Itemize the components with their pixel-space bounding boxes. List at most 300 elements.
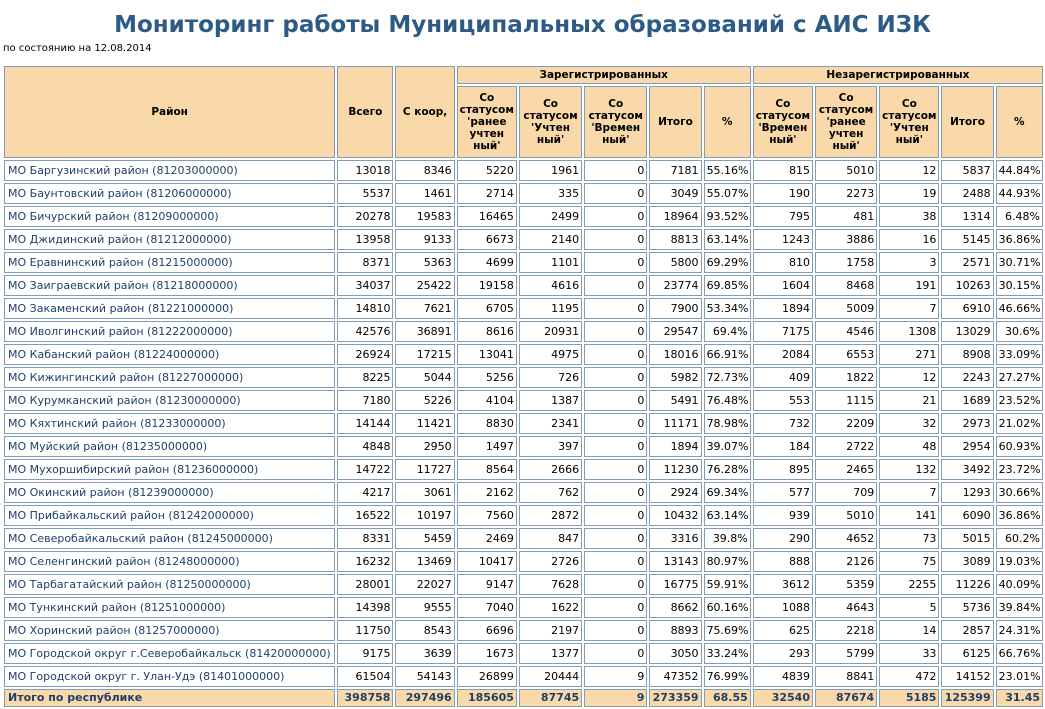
table-cell: 23.52% (996, 390, 1043, 411)
table-cell: 0 (584, 620, 647, 641)
table-cell: 10197 (395, 505, 454, 526)
table-cell: 13041 (457, 344, 517, 365)
table-cell: 75 (879, 551, 939, 572)
table-cell: 2950 (395, 436, 454, 457)
table-cell: 5145 (941, 229, 993, 250)
header-reg-total[interactable]: Итого (649, 86, 701, 158)
table-cell: 8331 (337, 528, 393, 549)
district-link[interactable]: МО Кижингинский район (81227000000) (4, 367, 335, 388)
table-cell: 1308 (879, 321, 939, 342)
table-row (4, 206, 1043, 227)
table-cell: 7181 (649, 160, 701, 181)
table-cell: 3492 (941, 459, 993, 480)
table-cell: 2973 (941, 413, 993, 434)
table-cell: 48 (879, 436, 939, 457)
table-cell: 577 (753, 482, 813, 503)
table-cell: 1622 (519, 597, 582, 618)
page-title: Мониторинг работы Муниципальных образований с АИС ИЗК (114, 12, 931, 38)
table-cell: 5982 (649, 367, 701, 388)
table-cell: 55.16% (704, 160, 751, 181)
table-cell: 1461 (395, 183, 454, 204)
table-cell: 888 (753, 551, 813, 572)
table-cell: 36891 (395, 321, 454, 342)
table-cell: 3050 (649, 643, 701, 664)
table-cell: 732 (753, 413, 813, 434)
table-row (4, 666, 1043, 687)
total-cell: 31.45 (996, 689, 1043, 707)
table-cell: 61504 (337, 666, 393, 687)
table-cell: 27.27% (996, 367, 1043, 388)
table-cell: 18964 (649, 206, 701, 227)
table-cell: 5 (879, 597, 939, 618)
district-link[interactable]: МО Прибайкальский район (81242000000) (4, 505, 335, 526)
table-cell: 25422 (395, 275, 454, 296)
table-cell: 4699 (457, 252, 517, 273)
table-cell: 14152 (941, 666, 993, 687)
table-cell: 5537 (337, 183, 393, 204)
table-cell: 14398 (337, 597, 393, 618)
table-cell: 60.93% (996, 436, 1043, 457)
table-cell: 26924 (337, 344, 393, 365)
table-cell: 21 (879, 390, 939, 411)
header-unregistered-group: Незарегистрированных (753, 66, 1043, 84)
table-cell: 1961 (519, 160, 582, 181)
table-cell: 481 (815, 206, 877, 227)
table-cell: 7 (879, 298, 939, 319)
table-row (4, 620, 1043, 641)
table-cell: 5226 (395, 390, 454, 411)
table-cell: 17215 (395, 344, 454, 365)
table-cell: 69.29% (704, 252, 751, 273)
table-cell: 10263 (941, 275, 993, 296)
table-cell: 5044 (395, 367, 454, 388)
table-cell: 11226 (941, 574, 993, 595)
table-row (4, 413, 1043, 434)
table-cell: 2857 (941, 620, 993, 641)
table-cell: 184 (753, 436, 813, 457)
table-cell: 2218 (815, 620, 877, 641)
district-link[interactable]: МО Заиграевский район (81218000000) (4, 275, 335, 296)
table-cell: 30.71% (996, 252, 1043, 273)
table-cell: 7628 (519, 574, 582, 595)
table-cell: 709 (815, 482, 877, 503)
table-cell: 847 (519, 528, 582, 549)
header-reg-percent[interactable]: % (704, 86, 751, 158)
table-cell: 8908 (941, 344, 993, 365)
table-cell: 42576 (337, 321, 393, 342)
district-link[interactable]: МО Еравнинский район (81215000000) (4, 252, 335, 273)
table-cell: 7180 (337, 390, 393, 411)
table-cell: 0 (584, 528, 647, 549)
total-cell: 87674 (815, 689, 877, 707)
table-row (4, 229, 1043, 250)
table-cell: 0 (584, 574, 647, 595)
table-cell: 12 (879, 160, 939, 181)
table-cell: 75.69% (704, 620, 751, 641)
table-cell: 2162 (457, 482, 517, 503)
table-cell: 30.15% (996, 275, 1043, 296)
table-cell: 132 (879, 459, 939, 480)
table-cell: 0 (584, 482, 647, 503)
header-unreg-percent[interactable]: % (996, 86, 1043, 158)
table-cell: 0 (584, 252, 647, 273)
table-cell: 3612 (753, 574, 813, 595)
total-cell: 32540 (753, 689, 813, 707)
table-cell: 11750 (337, 620, 393, 641)
header-unreg-temporary[interactable]: Со статусом 'Времен ный' (753, 86, 813, 158)
table-cell: 7621 (395, 298, 454, 319)
table-cell: 2126 (815, 551, 877, 572)
table-cell: 11171 (649, 413, 701, 434)
table-cell: 0 (584, 229, 647, 250)
table-cell: 0 (584, 413, 647, 434)
table-cell: 59.91% (704, 574, 751, 595)
district-link[interactable]: МО Тункинский район (81251000000) (4, 597, 335, 618)
table-cell: 39.07% (704, 436, 751, 457)
table-row (4, 298, 1043, 319)
table-cell: 13018 (337, 160, 393, 181)
table-cell: 4975 (519, 344, 582, 365)
table-cell: 1604 (753, 275, 813, 296)
table-cell: 2726 (519, 551, 582, 572)
district-link[interactable]: МО Джидинский район (81212000000) (4, 229, 335, 250)
table-cell: 3061 (395, 482, 454, 503)
table-cell: 2140 (519, 229, 582, 250)
table-cell: 1758 (815, 252, 877, 273)
table-cell: 9147 (457, 574, 517, 595)
table-cell: 36.86% (996, 229, 1043, 250)
table-cell: 13029 (941, 321, 993, 342)
table-cell: 2666 (519, 459, 582, 480)
table-cell: 3049 (649, 183, 701, 204)
table-cell: 1115 (815, 390, 877, 411)
table-cell: 8371 (337, 252, 393, 273)
table-cell: 5837 (941, 160, 993, 181)
table-cell: 0 (584, 206, 647, 227)
table-cell: 5799 (815, 643, 877, 664)
district-link[interactable]: МО Бичурский район (81209000000) (4, 206, 335, 227)
table-cell: 22027 (395, 574, 454, 595)
header-unreg-recorded[interactable]: Со статусом 'Учтен ный' (879, 86, 939, 158)
table-cell: 7040 (457, 597, 517, 618)
table-cell: 4839 (753, 666, 813, 687)
table-cell: 19583 (395, 206, 454, 227)
table-cell: 44.84% (996, 160, 1043, 181)
table-cell: 14144 (337, 413, 393, 434)
table-cell: 0 (584, 390, 647, 411)
district-link[interactable]: МО Селенгинский район (81248000000) (4, 551, 335, 572)
table-cell: 3639 (395, 643, 454, 664)
table-cell: 939 (753, 505, 813, 526)
district-link[interactable]: МО Иволгинский район (81222000000) (4, 321, 335, 342)
table-cell: 5491 (649, 390, 701, 411)
table-cell: 4104 (457, 390, 517, 411)
district-link[interactable]: МО Хоринский район (81257000000) (4, 620, 335, 641)
table-cell: 625 (753, 620, 813, 641)
district-link[interactable]: МО Окинский район (81239000000) (4, 482, 335, 503)
total-row (4, 689, 1043, 707)
table-cell: 19.03% (996, 551, 1043, 572)
table-cell: 13469 (395, 551, 454, 572)
header-district[interactable]: Район (4, 66, 335, 158)
table-cell: 8225 (337, 367, 393, 388)
table-cell: 23.01% (996, 666, 1043, 687)
table-cell: 3 (879, 252, 939, 273)
table-cell: 7560 (457, 505, 517, 526)
table-cell: 6910 (941, 298, 993, 319)
table-cell: 5009 (815, 298, 877, 319)
district-link[interactable]: МО Закаменский район (81221000000) (4, 298, 335, 319)
header-reg-temporary[interactable]: Со статусом 'Времен ный' (584, 86, 647, 158)
table-cell: 16775 (649, 574, 701, 595)
table-cell: 29547 (649, 321, 701, 342)
table-cell: 7175 (753, 321, 813, 342)
table-cell: 9 (584, 666, 647, 687)
table-cell: 55.07% (704, 183, 751, 204)
table-cell: 795 (753, 206, 813, 227)
table-cell: 38 (879, 206, 939, 227)
total-cell: 398758 (337, 689, 393, 707)
table-cell: 5363 (395, 252, 454, 273)
table-cell: 72.73% (704, 367, 751, 388)
table-cell: 7900 (649, 298, 701, 319)
table-cell: 5010 (815, 505, 877, 526)
table-cell: 5800 (649, 252, 701, 273)
table-cell: 14722 (337, 459, 393, 480)
table-cell: 33 (879, 643, 939, 664)
table-cell: 0 (584, 459, 647, 480)
table-cell: 6705 (457, 298, 517, 319)
district-link[interactable]: МО Тарбагатайский район (81250000000) (4, 574, 335, 595)
table-cell: 191 (879, 275, 939, 296)
district-link[interactable]: МО Городской округ г. Улан-Удэ (81401000000) (4, 666, 335, 687)
table-cell: 18016 (649, 344, 701, 365)
table-cell: 8893 (649, 620, 701, 641)
table-cell: 0 (584, 160, 647, 181)
table-cell: 271 (879, 344, 939, 365)
table-cell: 2255 (879, 574, 939, 595)
table-cell: 0 (584, 597, 647, 618)
table-cell: 2084 (753, 344, 813, 365)
table-row (4, 183, 1043, 204)
table-cell: 2341 (519, 413, 582, 434)
table-cell: 409 (753, 367, 813, 388)
table-cell: 69.4% (704, 321, 751, 342)
table-cell: 9175 (337, 643, 393, 664)
table-cell: 69.85% (704, 275, 751, 296)
district-link[interactable]: МО Муйский район (81235000000) (4, 436, 335, 457)
table-cell: 1822 (815, 367, 877, 388)
table-cell: 11727 (395, 459, 454, 480)
table-cell: 60.16% (704, 597, 751, 618)
table-row (4, 436, 1043, 457)
table-cell: 810 (753, 252, 813, 273)
table-cell: 14810 (337, 298, 393, 319)
total-cell: 297496 (395, 689, 454, 707)
table-cell: 2197 (519, 620, 582, 641)
table-cell: 335 (519, 183, 582, 204)
table-cell: 39.84% (996, 597, 1043, 618)
table-row (4, 275, 1043, 296)
table-cell: 0 (584, 551, 647, 572)
table-cell: 32 (879, 413, 939, 434)
table-cell: 762 (519, 482, 582, 503)
table-cell: 3886 (815, 229, 877, 250)
total-cell: 68.55 (704, 689, 751, 707)
table-cell: 472 (879, 666, 939, 687)
table-row (4, 597, 1043, 618)
table-cell: 0 (584, 367, 647, 388)
district-link[interactable]: МО Баргузинский район (81203000000) (4, 160, 335, 181)
table-cell: 6.48% (996, 206, 1043, 227)
table-cell: 34037 (337, 275, 393, 296)
table-cell: 5220 (457, 160, 517, 181)
table-cell: 8468 (815, 275, 877, 296)
table-cell: 8543 (395, 620, 454, 641)
table-cell: 16522 (337, 505, 393, 526)
table-cell: 1243 (753, 229, 813, 250)
table-cell: 73 (879, 528, 939, 549)
district-link[interactable]: МО Курумканский район (81230000000) (4, 390, 335, 411)
table-row (4, 574, 1043, 595)
table-cell: 6696 (457, 620, 517, 641)
table-cell: 44.93% (996, 183, 1043, 204)
table-cell: 6125 (941, 643, 993, 664)
table-cell: 0 (584, 298, 647, 319)
total-cell: 273359 (649, 689, 701, 707)
table-cell: 2872 (519, 505, 582, 526)
table-cell: 78.98% (704, 413, 751, 434)
table-cell: 23774 (649, 275, 701, 296)
table-cell: 24.31% (996, 620, 1043, 641)
table-cell: 39.8% (704, 528, 751, 549)
table-cell: 47352 (649, 666, 701, 687)
total-cell: 9 (584, 689, 647, 707)
table-cell: 1497 (457, 436, 517, 457)
table-cell: 66.91% (704, 344, 751, 365)
table-cell: 1195 (519, 298, 582, 319)
header-unreg-previously-recorded[interactable]: Со статусом 'ранее учтен ный' (815, 86, 877, 158)
table-cell: 13958 (337, 229, 393, 250)
table-cell: 19 (879, 183, 939, 204)
table-cell: 9133 (395, 229, 454, 250)
table-cell: 4217 (337, 482, 393, 503)
table-cell: 8564 (457, 459, 517, 480)
table-body (4, 160, 1043, 687)
table-cell: 0 (584, 436, 647, 457)
district-link[interactable]: МО Мухоршибирский район (81236000000) (4, 459, 335, 480)
table-cell: 16 (879, 229, 939, 250)
table-cell: 6553 (815, 344, 877, 365)
table-cell: 36.86% (996, 505, 1043, 526)
total-cell: 125399 (941, 689, 993, 707)
table-cell: 20444 (519, 666, 582, 687)
table-cell: 4546 (815, 321, 877, 342)
table-cell: 1689 (941, 390, 993, 411)
table-cell: 30.66% (996, 482, 1043, 503)
table-cell: 2499 (519, 206, 582, 227)
district-link[interactable]: МО Северобайкальский район (81245000000) (4, 528, 335, 549)
table-cell: 8830 (457, 413, 517, 434)
table-cell: 0 (584, 643, 647, 664)
header-unreg-total[interactable]: Итого (941, 86, 993, 158)
table-cell: 1314 (941, 206, 993, 227)
table-cell: 69.34% (704, 482, 751, 503)
table-cell: 141 (879, 505, 939, 526)
table-cell: 53.34% (704, 298, 751, 319)
district-link[interactable]: МО Баунтовский район (81206000000) (4, 183, 335, 204)
table-cell: 40.09% (996, 574, 1043, 595)
total-cell: 87745 (519, 689, 582, 707)
table-cell: 5359 (815, 574, 877, 595)
table-cell: 33.24% (704, 643, 751, 664)
district-link[interactable]: МО Кабанский район (81224000000) (4, 344, 335, 365)
table-cell: 63.14% (704, 505, 751, 526)
table-row (4, 390, 1043, 411)
table-cell: 23.72% (996, 459, 1043, 480)
header-total[interactable]: Всего (337, 66, 393, 158)
table-cell: 2571 (941, 252, 993, 273)
table-cell: 726 (519, 367, 582, 388)
table-cell: 1387 (519, 390, 582, 411)
table-cell: 3089 (941, 551, 993, 572)
table-cell: 60.2% (996, 528, 1043, 549)
table-cell: 290 (753, 528, 813, 549)
table-cell: 11421 (395, 413, 454, 434)
table-cell: 7 (879, 482, 939, 503)
table-cell: 12 (879, 367, 939, 388)
header-coord[interactable]: С коор, (395, 66, 454, 158)
table-row (4, 252, 1043, 273)
table-cell: 0 (584, 321, 647, 342)
table-cell: 19158 (457, 275, 517, 296)
table-cell: 76.99% (704, 666, 751, 687)
total-cell: 185605 (457, 689, 517, 707)
table-cell: 5256 (457, 367, 517, 388)
table-cell: 1894 (649, 436, 701, 457)
header-reg-previously-recorded[interactable]: Со статусом 'ранее учтен ный' (457, 86, 517, 158)
table-row (4, 482, 1043, 503)
table-cell: 6090 (941, 505, 993, 526)
table-cell: 33.09% (996, 344, 1043, 365)
table-cell: 553 (753, 390, 813, 411)
district-link[interactable]: МО Кяхтинский район (81233000000) (4, 413, 335, 434)
table-cell: 2714 (457, 183, 517, 204)
report-date: по состоянию на 12.08.2014 (3, 43, 152, 54)
header-reg-recorded[interactable]: Со статусом 'Учтен ный' (519, 86, 582, 158)
table-cell: 8346 (395, 160, 454, 181)
table-cell: 1894 (753, 298, 813, 319)
table-cell: 1673 (457, 643, 517, 664)
table-cell: 8813 (649, 229, 701, 250)
table-cell: 46.66% (996, 298, 1043, 319)
table-row (4, 344, 1043, 365)
table-row (4, 459, 1043, 480)
table-cell: 10432 (649, 505, 701, 526)
table-cell: 16465 (457, 206, 517, 227)
table-cell: 20931 (519, 321, 582, 342)
table-cell: 2243 (941, 367, 993, 388)
table-cell: 21.02% (996, 413, 1043, 434)
table-cell: 30.6% (996, 321, 1043, 342)
district-link[interactable]: МО Городской округ г.Северобайкальск (81420000000) (4, 643, 335, 664)
table-cell: 76.48% (704, 390, 751, 411)
table-cell: 0 (584, 505, 647, 526)
table-row (4, 528, 1043, 549)
table-cell: 28001 (337, 574, 393, 595)
table-cell: 5736 (941, 597, 993, 618)
table-cell: 80.97% (704, 551, 751, 572)
